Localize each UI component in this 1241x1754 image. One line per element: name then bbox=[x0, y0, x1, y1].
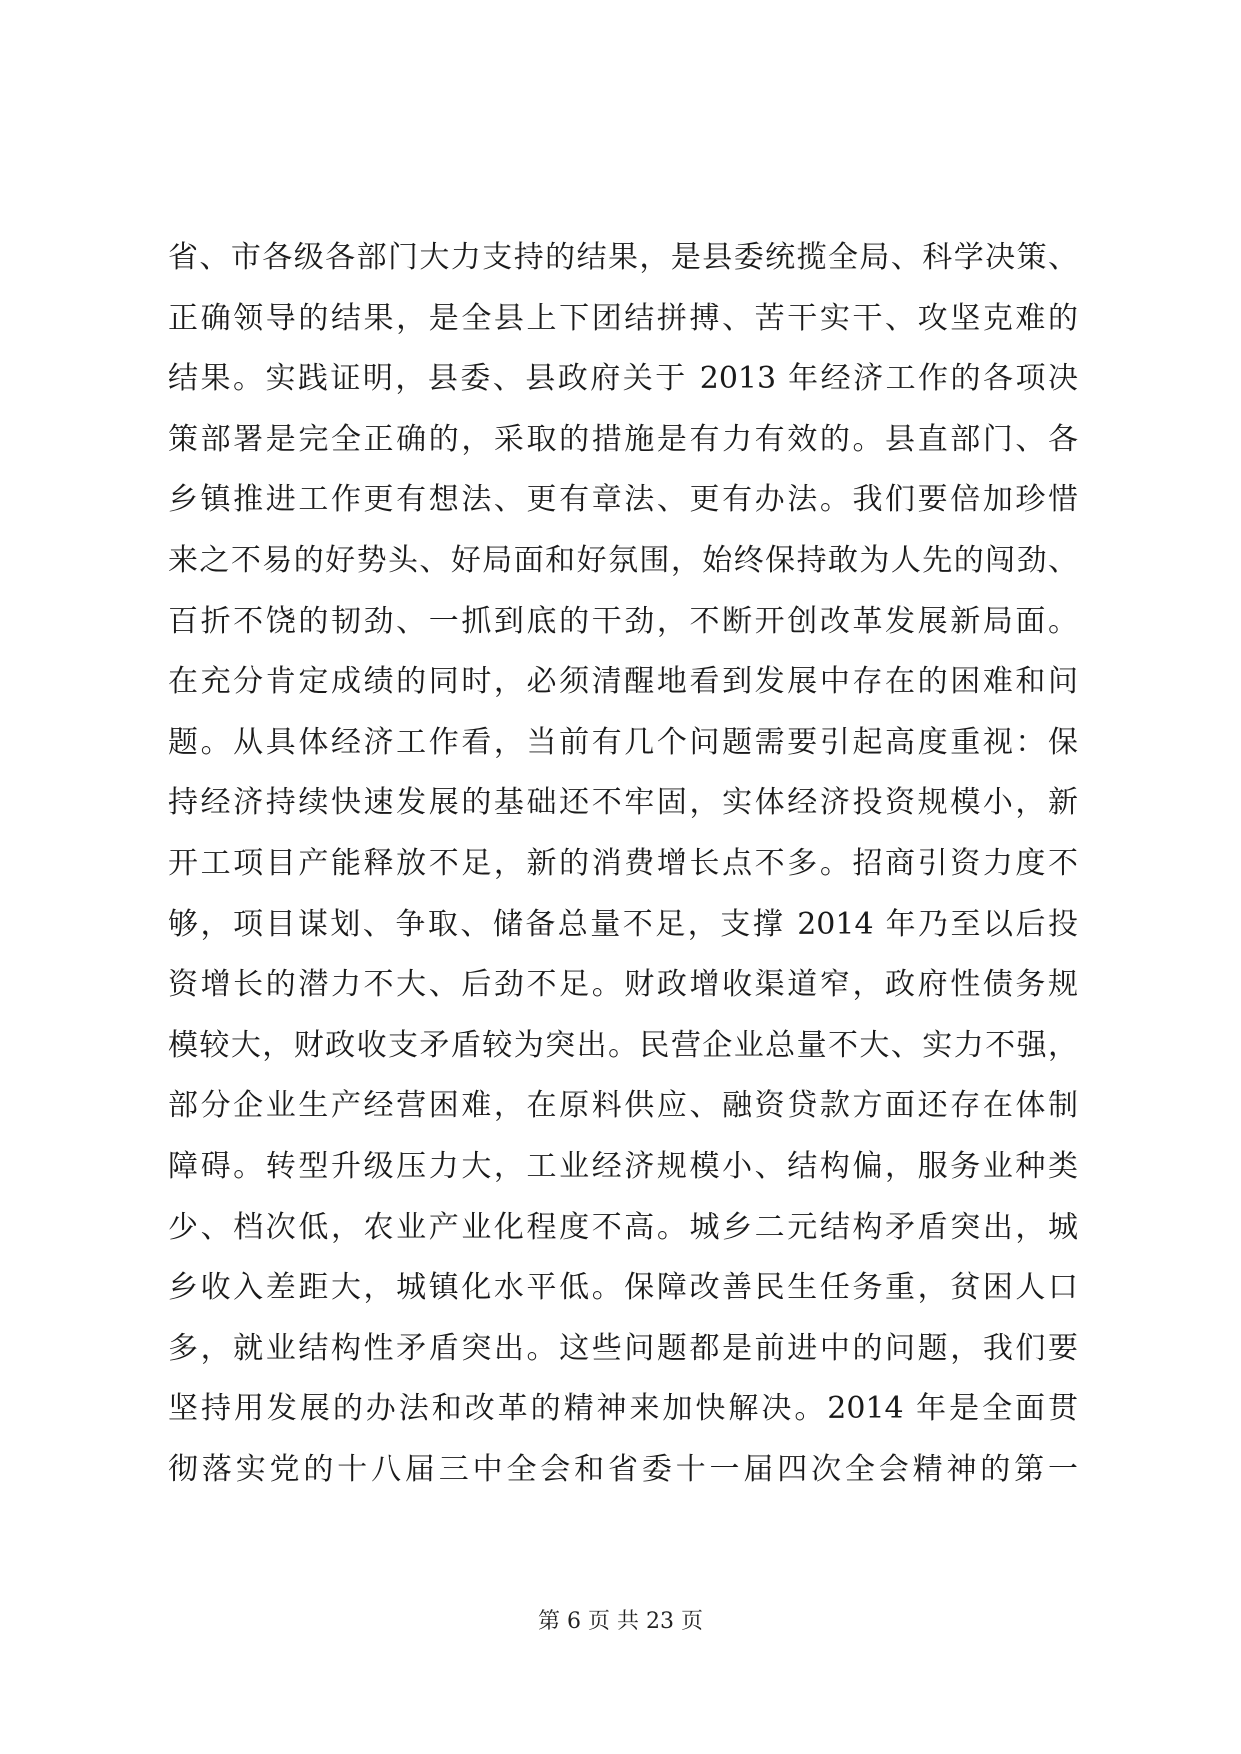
text-line: 来之不易的好势头、好局面和好氛围，始终保持敢为人先的闯劲、 bbox=[168, 542, 1078, 578]
text-line: 乡收入差距大，城镇化水平低。保障改善民生任务重，贫困人口 bbox=[168, 1270, 1078, 1306]
text-line: 开工项目产能释放不足，新的消费增长点不多。招商引资力度不 bbox=[168, 845, 1078, 881]
text-line: 资增长的潜力不大、后劲不足。财政增收渠道窄，政府性债务规 bbox=[168, 967, 1078, 1003]
text-line: 结果。实践证明，县委、县政府关于 2013 年经济工作的各项决 bbox=[168, 361, 1078, 397]
text-line: 在充分肯定成绩的同时，必须清醒地看到发展中存在的困难和问 bbox=[168, 664, 1078, 700]
text-line: 乡镇推进工作更有想法、更有章法、更有办法。我们要倍加珍惜 bbox=[168, 482, 1078, 518]
text-line: 省、市各级各部门大力支持的结果，是县委统揽全局、科学决策、 bbox=[168, 240, 1078, 275]
text-line: 持经济持续快速发展的基础还不牢固，实体经济投资规模小，新 bbox=[168, 785, 1078, 821]
page-number-footer: 第 6 页 共 23 页 bbox=[538, 1609, 703, 1634]
text-line: 够，项目谋划、争取、储备总量不足，支撑 2014 年乃至以后投 bbox=[168, 906, 1078, 942]
text-line: 百折不饶的韧劲、一抓到底的干劲，不断开创改革发展新局面。 bbox=[168, 603, 1078, 639]
text-line: 题。从具体经济工作看，当前有几个问题需要引起高度重视：保 bbox=[168, 724, 1078, 760]
text-line: 部分企业生产经营困难，在原料供应、融资贷款方面还存在体制 bbox=[168, 1088, 1078, 1124]
text-line: 障碍。转型升级压力大，工业经济规模小、结构偏，服务业种类 bbox=[168, 1148, 1078, 1184]
text-line: 模较大，财政收支矛盾较为突出。民营企业总量不大、实力不强， bbox=[168, 1027, 1078, 1063]
text-line: 多，就业结构性矛盾突出。这些问题都是前进中的问题，我们要 bbox=[168, 1330, 1078, 1366]
text-line: 彻落实党的十八届三中全会和省委十一届四次全会精神的第一 bbox=[168, 1451, 1078, 1487]
text-line: 正确领导的结果，是全县上下团结拼搏、苦干实干、攻坚克难的 bbox=[168, 300, 1078, 336]
body-text bbox=[168, 228, 1078, 1500]
text-line: 坚持用发展的办法和改革的精神来加快解决。2014 年是全面贯 bbox=[168, 1391, 1078, 1427]
text-line: 少、档次低，农业产业化程度不高。城乡二元结构矛盾突出，城 bbox=[168, 1209, 1078, 1245]
text-line: 策部署是完全正确的，采取的措施是有力有效的。县直部门、各 bbox=[168, 421, 1078, 457]
